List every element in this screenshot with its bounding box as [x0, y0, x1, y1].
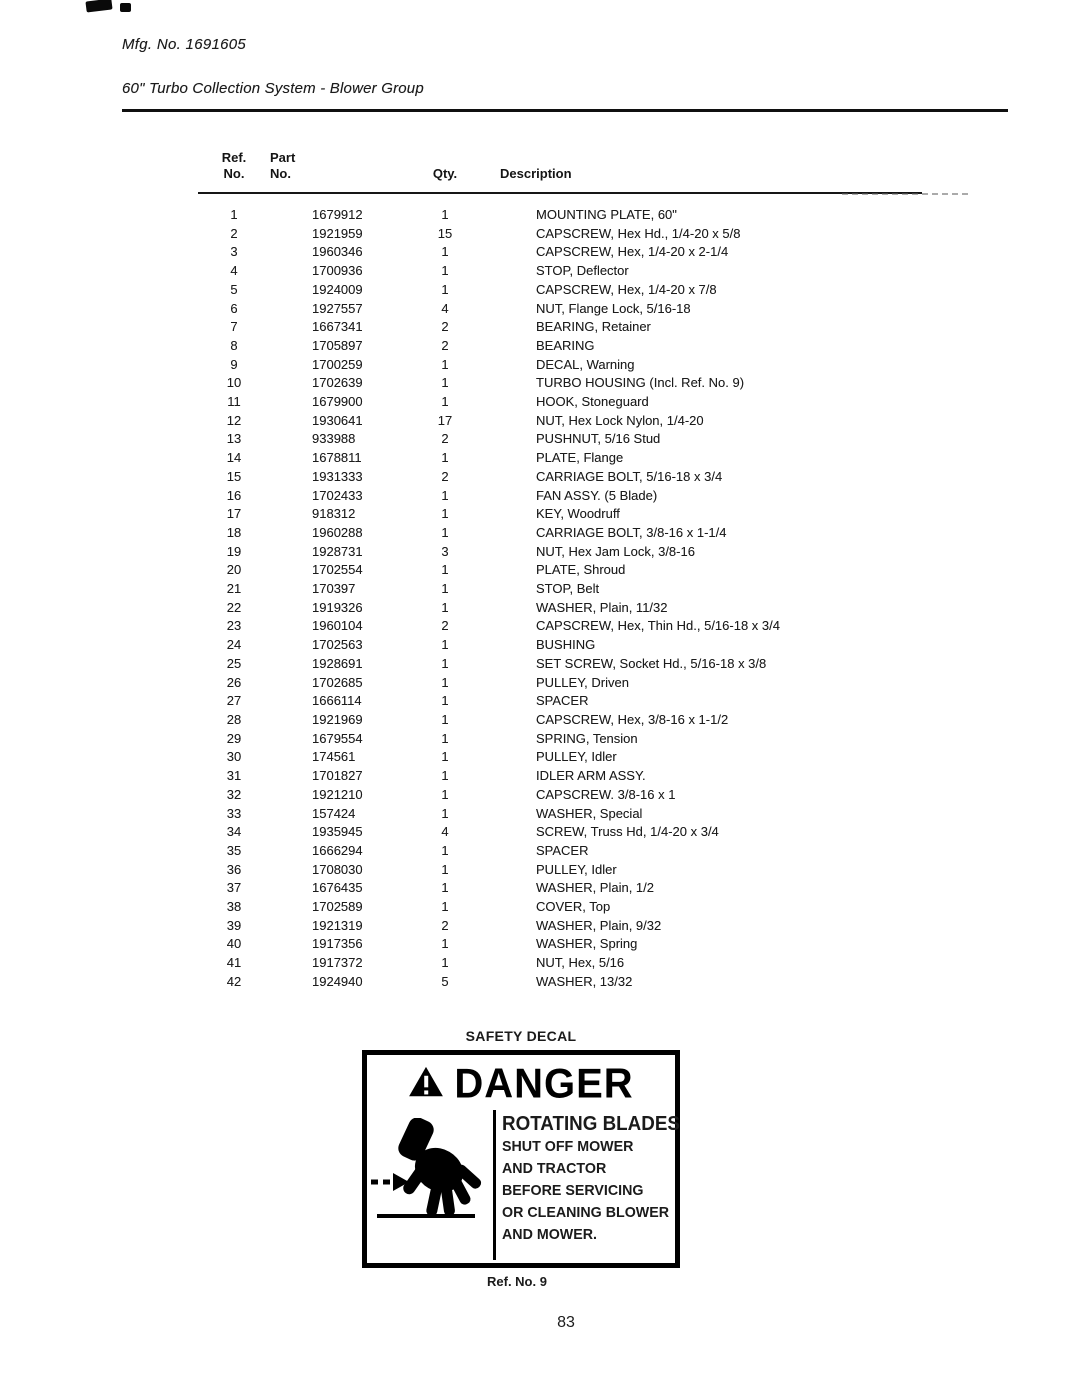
- decal-text-column: [493, 1110, 693, 1260]
- table-row: [198, 674, 922, 693]
- cell-ref: 16: [226, 487, 242, 503]
- cell-desc: WASHER, Spring: [536, 936, 638, 952]
- cell-desc: NUT, Hex, 5/16: [536, 955, 625, 971]
- cell-qty: 1: [441, 768, 449, 784]
- cell-qty: 1: [441, 263, 449, 279]
- cell-qty: 2: [441, 618, 449, 634]
- table-row: [198, 374, 922, 393]
- table-row: [198, 692, 922, 711]
- cell-part: 1701827: [312, 768, 363, 784]
- cell-qty: 1: [441, 524, 449, 540]
- cell-part: 918312: [312, 506, 356, 522]
- cell-ref: 35: [226, 842, 242, 858]
- table-row: [198, 805, 922, 824]
- cell-ref: 11: [227, 394, 241, 410]
- cell-ref: 6: [230, 300, 238, 316]
- cell-part: 1679900: [312, 394, 363, 410]
- cell-qty: 1: [441, 899, 449, 915]
- cell-part: 1960346: [312, 244, 363, 260]
- table-row: [198, 954, 922, 973]
- cell-ref: 18: [226, 524, 242, 540]
- cell-ref: 22: [226, 599, 242, 615]
- cell-part: 1705897: [312, 337, 363, 353]
- cell-ref: 34: [226, 824, 242, 840]
- cell-qty: 1: [441, 356, 449, 372]
- cell-part: 1921959: [312, 225, 363, 241]
- cell-part: 1702639: [312, 375, 363, 391]
- cell-ref: 29: [226, 730, 242, 746]
- cell-qty: 4: [441, 300, 449, 316]
- danger-word: DANGER: [454, 1060, 634, 1107]
- table-row: [198, 243, 922, 262]
- cell-part: 1676435: [312, 880, 363, 896]
- cell-desc: PLATE, Shroud: [536, 562, 626, 578]
- scan-artifact: [120, 3, 131, 12]
- cell-desc: WASHER, Special: [536, 805, 643, 821]
- table-row: [198, 337, 922, 356]
- cell-desc: WASHER, Plain, 1/2: [536, 880, 655, 896]
- cell-part: 1666294: [312, 842, 363, 858]
- cell-ref: 33: [226, 805, 242, 821]
- cell-ref: 42: [226, 973, 242, 989]
- cell-qty: 1: [441, 599, 449, 615]
- table-row: [198, 193, 922, 225]
- cell-part: 1935945: [312, 824, 363, 840]
- cell-qty: 1: [441, 711, 449, 727]
- cell-ref: 17: [226, 506, 242, 522]
- cell-qty: 4: [441, 824, 449, 840]
- cell-desc: MOUNTING PLATE, 60": [536, 207, 677, 222]
- cell-part: 1919326: [312, 599, 363, 615]
- cell-ref: 41: [226, 955, 242, 971]
- cell-qty: 1: [441, 674, 449, 690]
- cell-qty: 2: [441, 917, 449, 933]
- cell-ref: 12: [226, 412, 242, 428]
- cell-qty: 17: [437, 412, 453, 428]
- cell-desc: CARRIAGE BOLT, 5/16-18 x 3/4: [536, 468, 723, 484]
- cell-ref: 26: [226, 674, 242, 690]
- cell-part: 174561: [312, 749, 356, 765]
- cell-part: 1928691: [312, 655, 363, 671]
- cell-part: 1924940: [312, 973, 363, 989]
- decal-warning-line: AND MOWER.: [502, 1226, 597, 1243]
- cell-qty: 1: [441, 861, 449, 877]
- cell-ref: 30: [226, 749, 242, 765]
- decal-warning-line: OR CLEANING BLOWER: [502, 1204, 670, 1221]
- cell-part: 1927557: [312, 300, 363, 316]
- scan-artifact: [85, 0, 112, 13]
- cell-ref: 25: [226, 655, 242, 671]
- cell-desc: WASHER, Plain, 9/32: [536, 917, 662, 933]
- header-ref-line2: No.: [223, 166, 245, 181]
- header-part-line1: Part: [270, 150, 296, 165]
- hand-blade-graphic: [367, 1110, 493, 1260]
- cell-ref: 24: [226, 637, 242, 653]
- safety-decal-heading: SAFETY DECAL: [465, 1028, 577, 1044]
- table-row: [198, 711, 922, 730]
- cell-desc: NUT, Flange Lock, 5/16-18: [536, 300, 691, 316]
- cell-part: 1930641: [312, 412, 363, 428]
- cell-qty: 1: [441, 693, 449, 709]
- decal-caption: Ref. No. 9: [487, 1274, 547, 1289]
- page-number: 83: [557, 1314, 575, 1331]
- table-row: [198, 300, 922, 319]
- table-row: [198, 842, 922, 861]
- cell-qty: 2: [441, 468, 449, 484]
- page-title: 60" Turbo Collection System - Blower Group: [122, 80, 424, 97]
- table-row: [198, 524, 922, 543]
- cell-ref: 38: [226, 899, 242, 915]
- cell-part: 1679912: [312, 207, 363, 222]
- cell-ref: 1: [230, 207, 238, 222]
- cell-qty: 1: [441, 487, 449, 503]
- cell-desc: SPRING, Tension: [536, 730, 638, 746]
- cell-part: 157424: [312, 805, 356, 821]
- cell-ref: 8: [230, 337, 238, 353]
- parts-table: [198, 150, 922, 992]
- cell-part: 1679554: [312, 730, 363, 746]
- cell-qty: 1: [441, 450, 449, 466]
- decal-warning-line: AND TRACTOR: [502, 1160, 607, 1177]
- cell-desc: STOP, Belt: [536, 581, 600, 597]
- table-row: [198, 449, 922, 468]
- cell-ref: 23: [226, 618, 242, 634]
- table-row: [198, 823, 922, 842]
- table-row: [198, 879, 922, 898]
- table-row: [198, 917, 922, 936]
- cell-desc: PUSHNUT, 5/16 Stud: [536, 431, 661, 447]
- cell-part: 933988: [312, 431, 356, 447]
- header-rule: [122, 109, 1008, 112]
- cell-desc: SPACER: [536, 842, 589, 858]
- table-row: [198, 468, 922, 487]
- cell-desc: NUT, Hex Jam Lock, 3/8-16: [536, 543, 695, 559]
- cell-part: 1924009: [312, 281, 363, 297]
- cell-qty: 1: [441, 786, 449, 802]
- cell-ref: 3: [230, 244, 238, 260]
- header-ref-no: [198, 150, 270, 193]
- cell-desc: STOP, Deflector: [536, 263, 629, 279]
- cell-desc: SCREW, Truss Hd, 1/4-20 x 3/4: [536, 824, 719, 840]
- cell-part: 1917372: [312, 955, 363, 971]
- header-part-line2: No.: [270, 166, 291, 181]
- cell-desc: NUT, Hex Lock Nylon, 1/4-20: [536, 412, 704, 428]
- cell-desc: IDLER ARM ASSY.: [536, 768, 646, 784]
- cell-part: 1702685: [312, 674, 363, 690]
- cell-qty: 15: [437, 225, 453, 241]
- cell-ref: 7: [230, 319, 238, 335]
- mfg-number: Mfg. No. 1691605: [122, 36, 247, 53]
- table-row: [198, 356, 922, 375]
- cell-ref: 32: [226, 786, 242, 802]
- cell-part: 1702589: [312, 899, 363, 915]
- cell-part: 1921969: [312, 711, 363, 727]
- cell-qty: 3: [441, 543, 449, 559]
- table-row: [198, 561, 922, 580]
- table-row: [198, 543, 922, 562]
- table-row: [198, 412, 922, 431]
- cell-part: 1700259: [312, 356, 363, 372]
- danger-decal: [362, 1050, 680, 1268]
- cell-part: 1928731: [312, 543, 363, 559]
- table-row: [198, 786, 922, 805]
- table-row: [198, 935, 922, 954]
- cell-part: 1917356: [312, 936, 363, 952]
- cell-desc: SPACER: [536, 693, 589, 709]
- cell-qty: 2: [441, 431, 449, 447]
- table-row: [198, 655, 922, 674]
- table-row: [198, 599, 922, 618]
- table-row: [198, 281, 922, 300]
- cell-ref: 14: [226, 450, 242, 466]
- cell-desc: BEARING, Retainer: [536, 319, 651, 335]
- cell-qty: 1: [441, 805, 449, 821]
- cell-ref: 9: [230, 356, 238, 372]
- table-row: [198, 730, 922, 749]
- table-row: [198, 318, 922, 337]
- scan-artifact-dashes: [842, 193, 968, 195]
- table-row: [198, 580, 922, 599]
- cell-qty: 1: [441, 655, 449, 671]
- cell-qty: 1: [441, 244, 449, 260]
- cell-ref: 27: [226, 693, 242, 709]
- header-qty: Qty.: [390, 150, 500, 193]
- table-row: [198, 898, 922, 917]
- header-ref-line1: Ref.: [221, 150, 247, 165]
- cell-qty: 1: [441, 730, 449, 746]
- cell-desc: BEARING: [536, 337, 595, 353]
- decal-warning-line: BEFORE SERVICING: [502, 1182, 644, 1199]
- cell-qty: 2: [441, 319, 449, 335]
- cell-desc: CAPSCREW. 3/8-16 x 1: [536, 786, 676, 802]
- cell-part: 1700936: [312, 263, 363, 279]
- danger-banner: [367, 1055, 675, 1108]
- cell-ref: 13: [226, 431, 242, 447]
- cell-desc: CAPSCREW, Hex, 1/4-20 x 7/8: [536, 281, 717, 297]
- cell-desc: COVER, Top: [536, 899, 611, 915]
- cell-ref: 19: [226, 543, 242, 559]
- cell-desc: CARRIAGE BOLT, 3/8-16 x 1-1/4: [536, 524, 727, 540]
- cell-desc: TURBO HOUSING (Incl. Ref. No. 9): [536, 375, 745, 391]
- cell-ref: 39: [226, 917, 242, 933]
- cell-part: 1702563: [312, 637, 363, 653]
- cell-qty: 5: [441, 973, 449, 989]
- cell-desc: CAPSCREW, Hex, 1/4-20 x 2-1/4: [536, 244, 729, 260]
- cell-ref: 20: [226, 562, 242, 578]
- cell-part: 1960288: [312, 524, 363, 540]
- cell-qty: 1: [441, 281, 449, 297]
- cell-desc: SET SCREW, Socket Hd., 5/16-18 x 3/8: [536, 655, 767, 671]
- table-row: [198, 861, 922, 880]
- cell-desc: WASHER, 13/32: [536, 973, 633, 989]
- table-row: [198, 767, 922, 786]
- cell-ref: 21: [226, 581, 242, 597]
- cell-qty: 2: [441, 337, 449, 353]
- cell-desc: DECAL, Warning: [536, 356, 635, 372]
- cell-qty: 1: [441, 637, 449, 653]
- cell-ref: 15: [226, 468, 242, 484]
- cell-desc: KEY, Woodruff: [536, 506, 620, 522]
- cell-qty: 1: [441, 562, 449, 578]
- header-description: Description: [500, 150, 922, 193]
- table-row: [198, 225, 922, 244]
- cell-qty: 1: [441, 936, 449, 952]
- cell-desc: WASHER, Plain, 11/32: [536, 599, 668, 615]
- cell-desc: CAPSCREW, Hex Hd., 1/4-20 x 5/8: [536, 225, 741, 241]
- cell-qty: 1: [441, 506, 449, 522]
- cell-desc: PLATE, Flange: [536, 450, 624, 466]
- cell-part: 1702554: [312, 562, 363, 578]
- table-row: [198, 393, 922, 412]
- cell-part: 1921319: [312, 917, 363, 933]
- cell-qty: 1: [441, 581, 449, 597]
- header-part-no: [270, 150, 390, 193]
- cell-part: 1666114: [312, 693, 362, 709]
- parts-table-body: [198, 193, 922, 992]
- table-row: [198, 617, 922, 636]
- cell-desc: FAN ASSY. (5 Blade): [536, 487, 658, 503]
- table-row: [198, 636, 922, 655]
- decal-subtitle: ROTATING BLADES: [502, 1113, 680, 1135]
- table-row: [198, 973, 922, 992]
- warning-triangle-icon: [408, 1066, 444, 1103]
- cell-ref: 31: [226, 768, 242, 784]
- cell-part: 1931333: [312, 468, 363, 484]
- cell-qty: 1: [441, 394, 449, 410]
- cell-qty: 1: [441, 207, 449, 222]
- table-row: [198, 505, 922, 524]
- cell-ref: 36: [226, 861, 242, 877]
- cell-ref: 40: [226, 936, 242, 952]
- cell-part: 1708030: [312, 861, 363, 877]
- cell-qty: 1: [441, 955, 449, 971]
- cell-qty: 1: [441, 842, 449, 858]
- cell-desc: PULLEY, Idler: [536, 749, 617, 765]
- cell-part: 1921210: [312, 786, 363, 802]
- cell-ref: 37: [226, 880, 242, 896]
- cell-part: 1702433: [312, 487, 363, 503]
- cell-part: 1667341: [312, 319, 363, 335]
- decal-warning-line: SHUT OFF MOWER: [502, 1138, 634, 1155]
- table-row: [198, 430, 922, 449]
- cell-desc: HOOK, Stoneguard: [536, 394, 649, 410]
- cell-part: 1678811: [312, 450, 362, 466]
- cell-part: 170397: [312, 581, 356, 597]
- cell-qty: 1: [441, 375, 449, 391]
- table-row: [198, 262, 922, 281]
- cell-qty: 1: [441, 880, 449, 896]
- cell-part: 1960104: [312, 618, 363, 634]
- parts-table-header: [198, 150, 922, 193]
- cell-desc: CAPSCREW, Hex, 3/8-16 x 1-1/2: [536, 711, 729, 727]
- cell-desc: CAPSCREW, Hex, Thin Hd., 5/16-18 x 3/4: [536, 618, 780, 634]
- cell-qty: 1: [441, 749, 449, 765]
- cell-ref: 5: [230, 281, 238, 297]
- cell-desc: BUSHING: [536, 637, 596, 653]
- cell-ref: 28: [226, 711, 242, 727]
- cell-ref: 10: [226, 375, 242, 391]
- cell-ref: 4: [230, 263, 238, 279]
- cell-ref: 2: [230, 225, 238, 241]
- cell-desc: PULLEY, Idler: [536, 861, 617, 877]
- table-row: [198, 487, 922, 506]
- table-row: [198, 748, 922, 767]
- cell-desc: PULLEY, Driven: [536, 674, 629, 690]
